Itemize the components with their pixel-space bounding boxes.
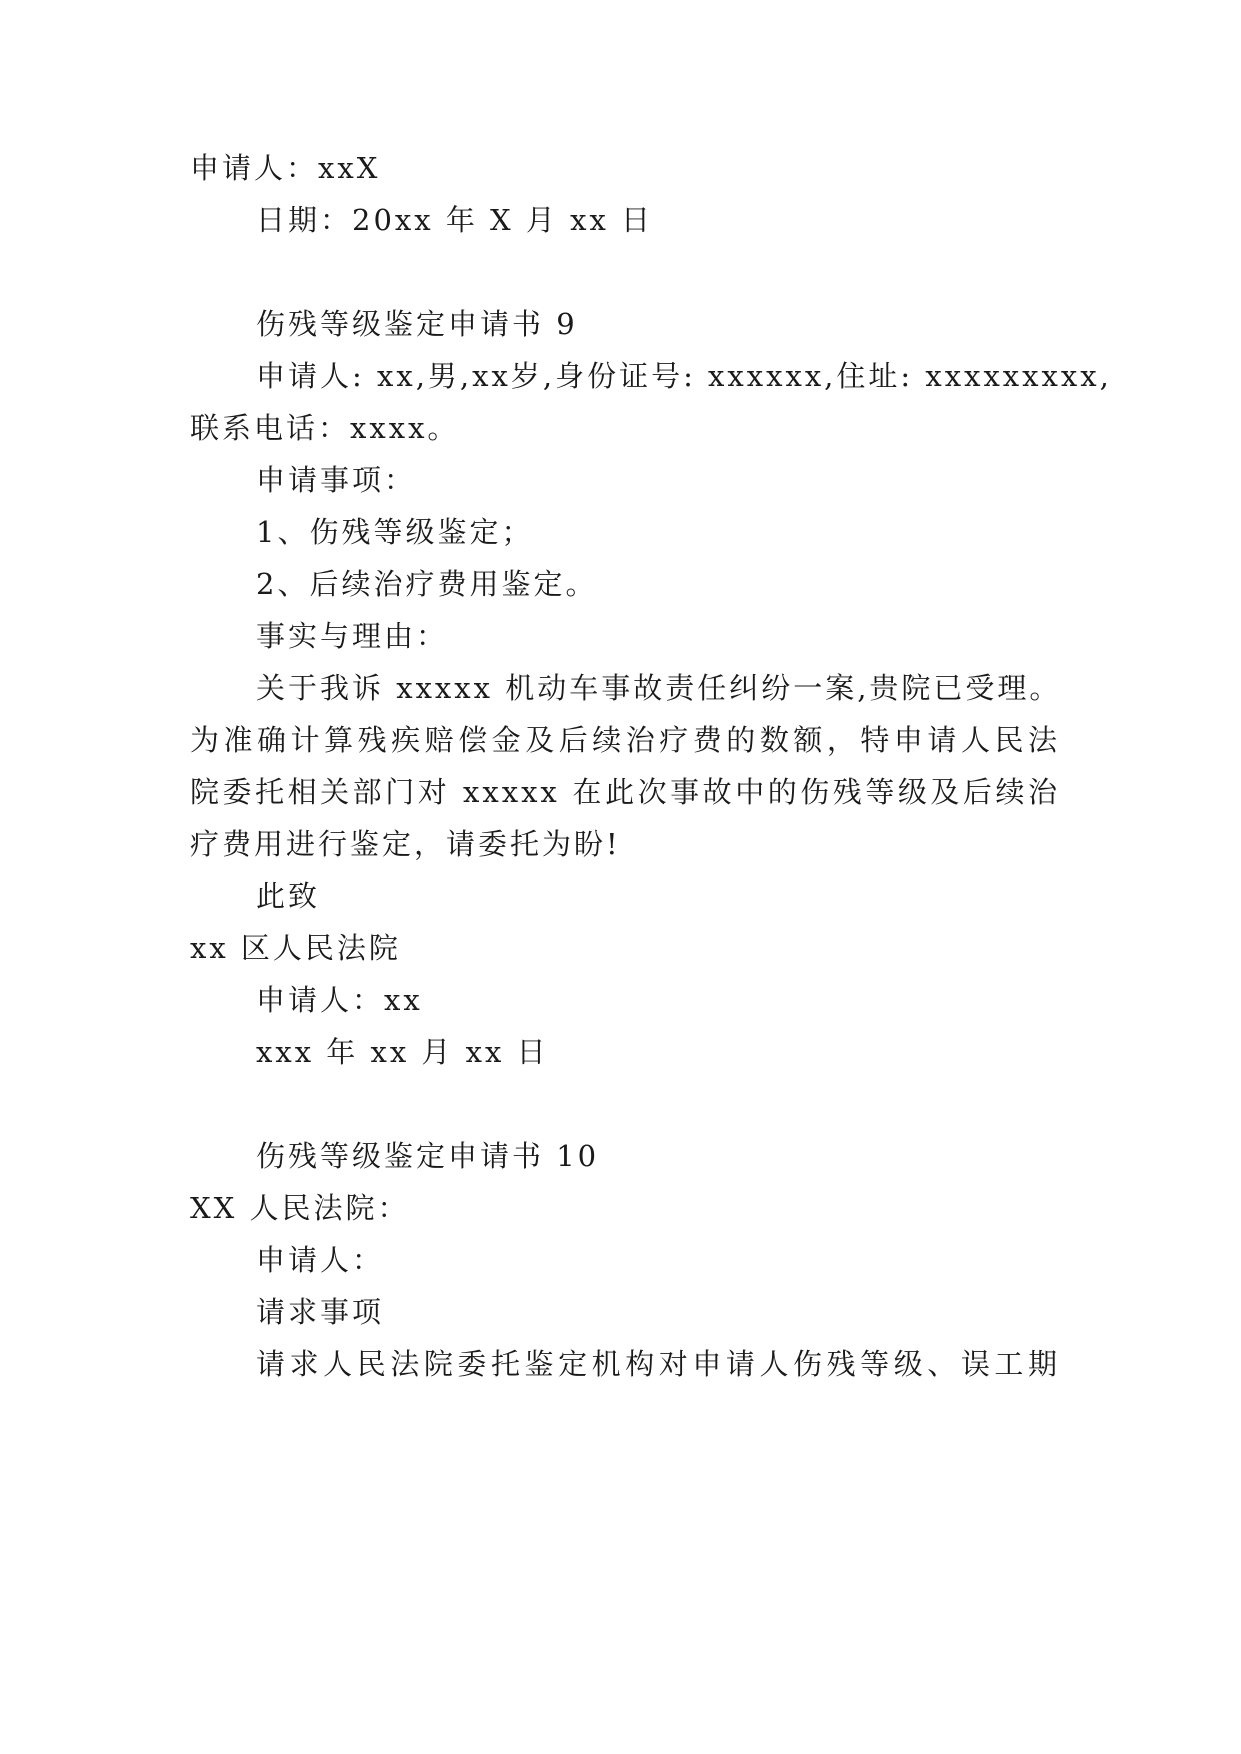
request-item: 2、后续治疗费用鉴定。 [256, 567, 598, 601]
applicant-info-line: 申请人: xx,男,xx岁,身份证号: xxxxxx,住址: xxxxxxxxx, [256, 359, 1112, 393]
applicant-line: 申请人： [256, 1243, 385, 1277]
addressee-line: XX 人民法院： [190, 1191, 410, 1225]
applicant-line: 申请人：xxX [190, 151, 381, 185]
facts-paragraph-line: 疗费用进行鉴定，请委托为盼! [190, 827, 621, 861]
request-heading: 请求事项 [256, 1295, 385, 1329]
request-heading: 申请事项： [256, 463, 417, 497]
facts-heading: 事实与理由： [256, 619, 449, 653]
facts-paragraph-line: 为准确计算残疾赔偿金及后续治疗费的数额，特申请人民法 [190, 723, 1060, 757]
closing-line: 此致 [256, 879, 321, 913]
signature-line: 申请人：xx [256, 983, 423, 1017]
section-title: 伤残等级鉴定申请书 9 [256, 307, 578, 341]
request-paragraph-line: 请求人民法院委托鉴定机构对申请人伤残等级、误工期 [256, 1347, 1060, 1381]
section-title: 伤残等级鉴定申请书 10 [256, 1139, 600, 1173]
contact-line: 联系电话：xxxx。 [190, 411, 460, 445]
request-item: 1、伤残等级鉴定； [256, 515, 534, 549]
date-line: 日期：20xx 年 X 月 xx 日 [256, 203, 654, 237]
court-line: xx 区人民法院 [190, 931, 401, 965]
date-line: xxx 年 xx 月 xx 日 [256, 1035, 549, 1069]
facts-paragraph-line: 院委托相关部门对 xxxxx 在此次事故中的伤残等级及后续治 [190, 775, 1060, 809]
facts-paragraph-line: 关于我诉 xxxxx 机动车事故责任纠纷一案,贵院已受理。 [256, 671, 1062, 705]
